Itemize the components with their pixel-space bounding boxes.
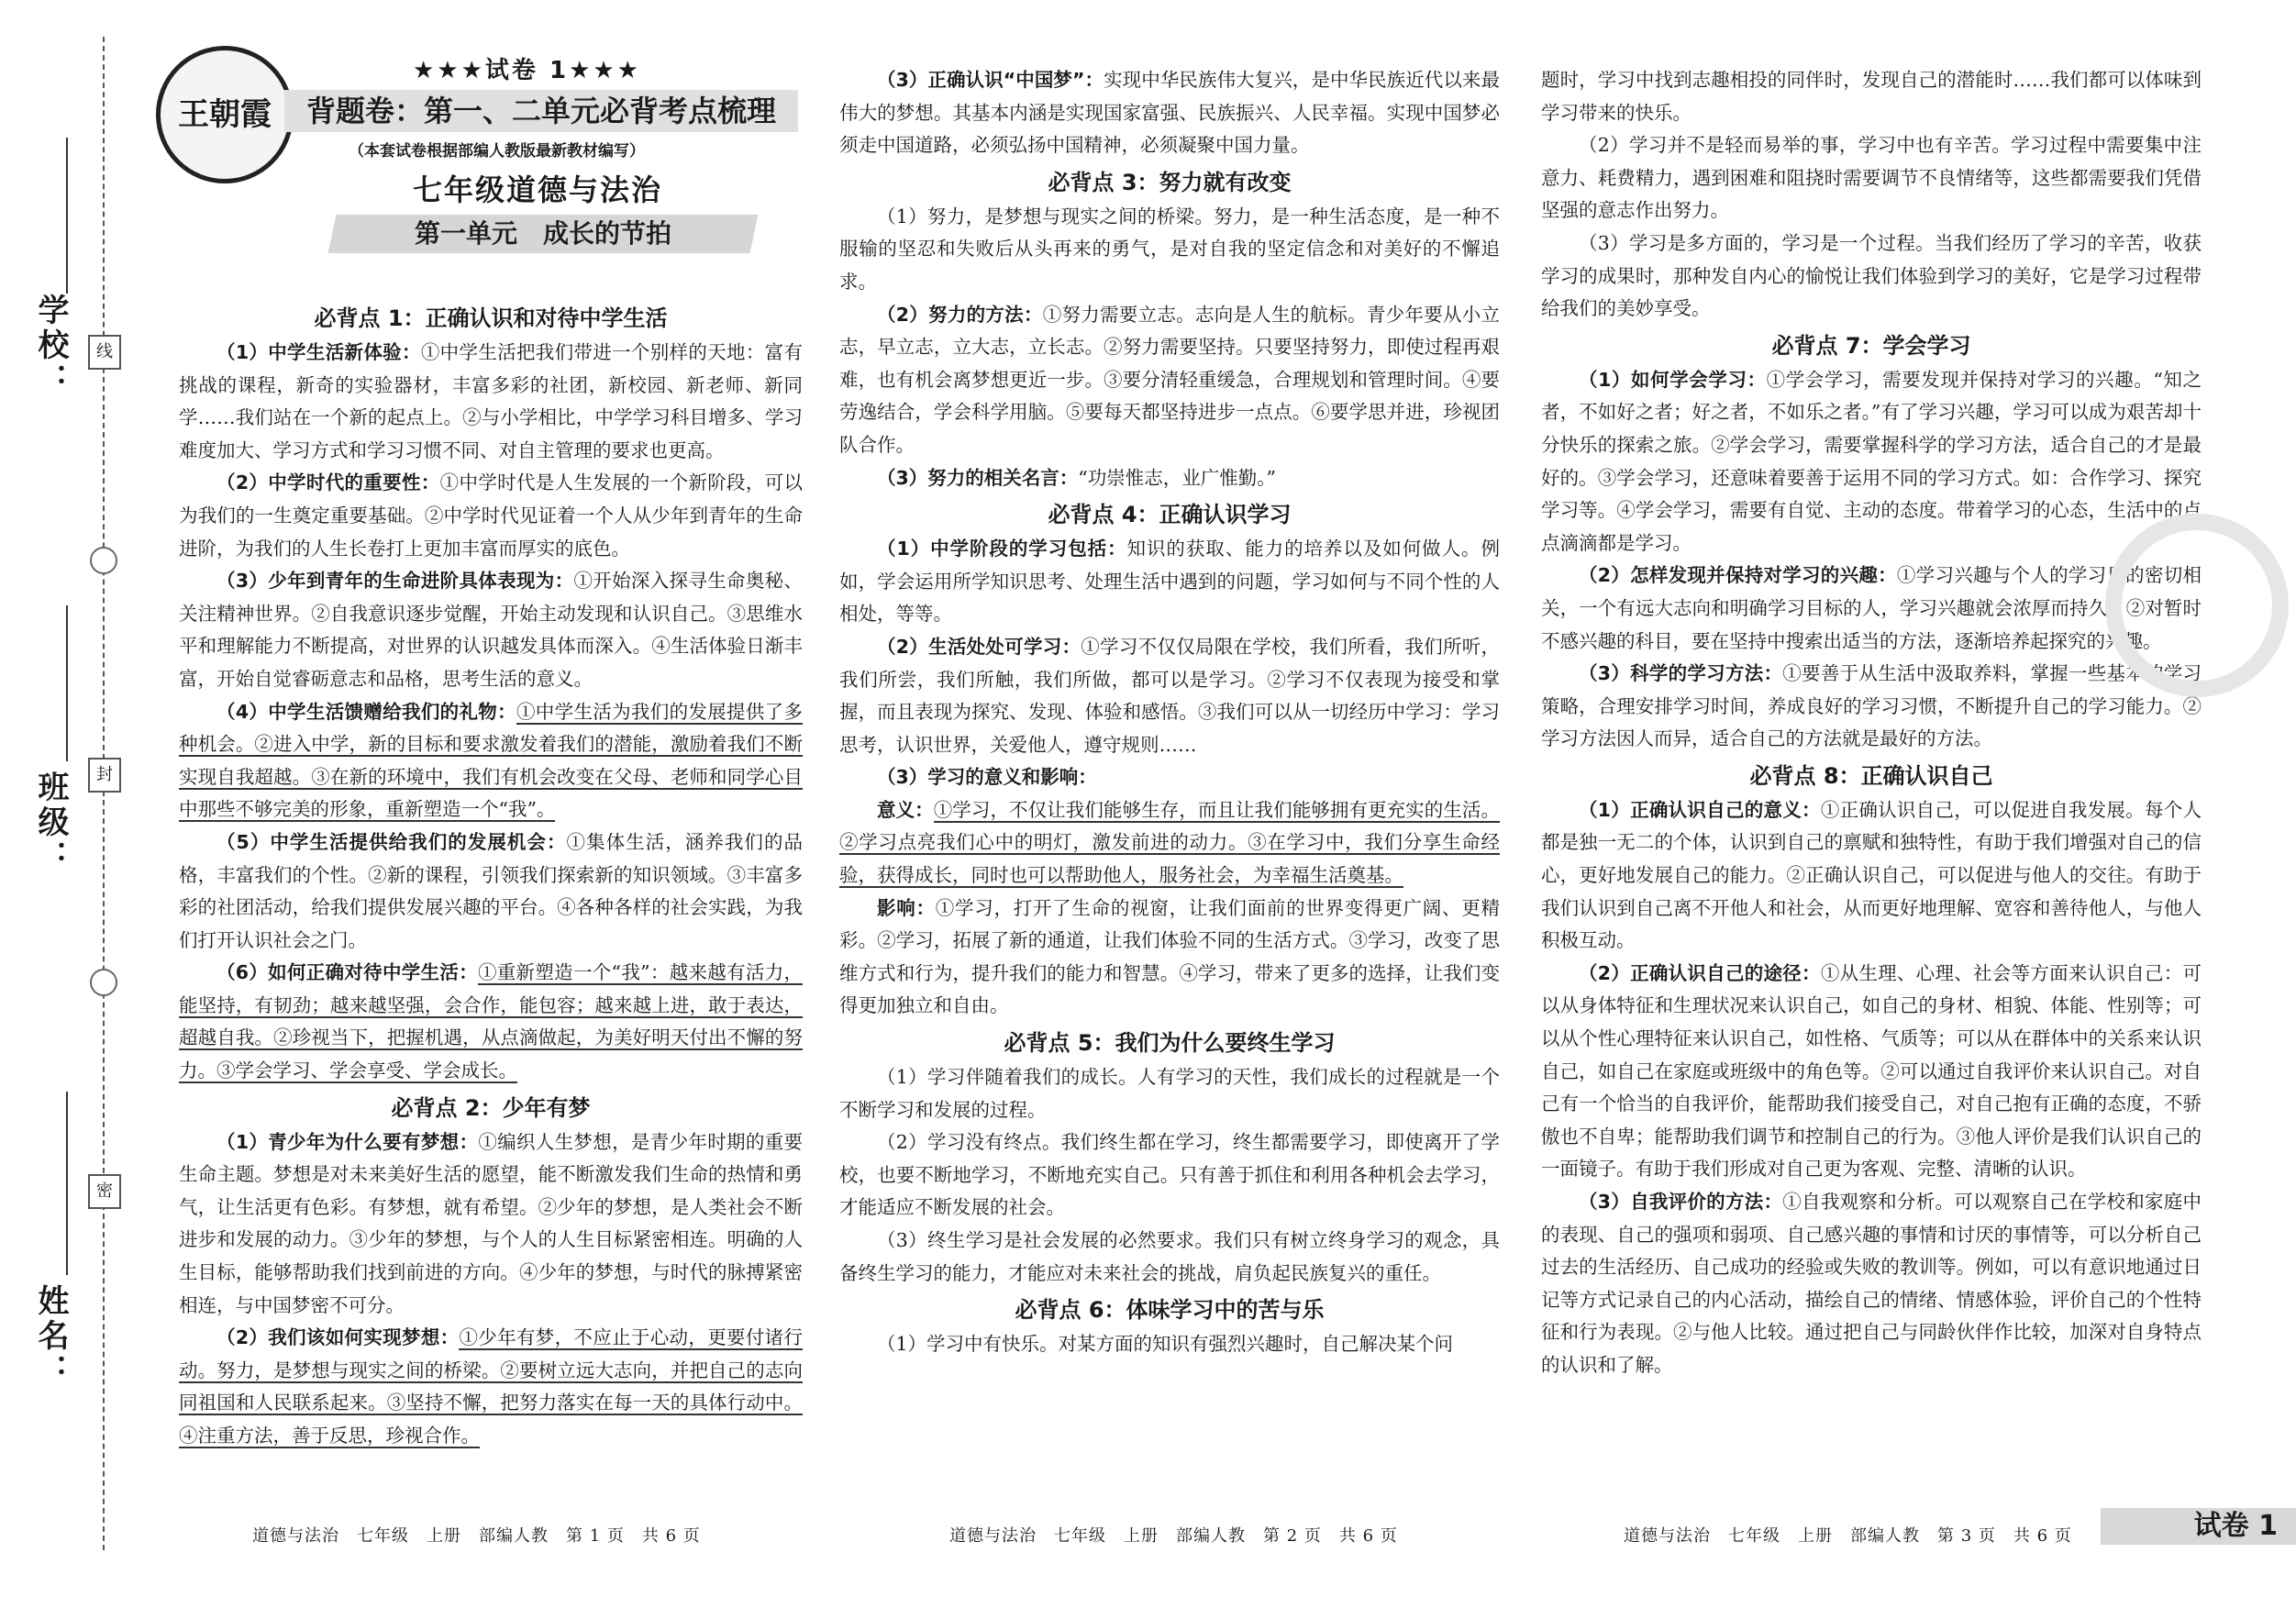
paragraph-lead: （1）中学阶段的学习包括： [877,538,1127,560]
paragraph: 题时，学习中找到志趣相投的同伴时，发现自己的潜能时……我们都可以体味到学习带来的快乐。 [1541,69,2202,124]
paragraph [839,761,1500,794]
paragraph [179,467,803,565]
paragraph-text: ①中学生活为我们的发展提供了多种机会。②进入中学，新的目标和要求激发着我们的潜能，激励着我们不断实现自我超越。③在新的环境中，我们有机会改变在父母、老师和同学心目中那些不够完美的形象，重新塑造一个“我”。 [179,700,804,821]
subject-title: 七年级道德与法治 [413,172,663,207]
paragraph [839,64,1500,162]
paragraph-text: ①学习，打开了生命的视窗，让我们面前的世界变得更广阔、更精彩。②学习，拓展了新的通道，让我们体验不同的生活方式。③学习，改变了思维方式和行为，提升我们的能力和智慧。④学习，带来了更多的选择，让我们变得更加独立和自由。 [839,896,1501,1017]
school-field[interactable] [66,138,68,294]
seal-tag-secret: 密 [88,1174,121,1209]
brand-logo [156,46,294,183]
paragraph [1541,794,2202,958]
paragraph [179,826,803,957]
paragraph-text: ①要善于从生活中汲取养料，掌握一些基本的学习策略，合理安排学习时间，养成良好的学习习惯，不断提升自己的学习能力。②学习方法因人而异，适合自己的方法就是最好的方法。 [1541,662,2202,750]
paragraph-lead: 意义： [877,798,934,821]
paragraph-lead: （2）生活处处可学习： [877,635,1081,658]
paragraph-lead: （2）怎样发现并保持对学习的兴趣： [1579,564,1897,587]
column-1 [179,298,803,1453]
name-label: 姓名： [32,1284,69,1389]
paragraph: （2）学习并不是轻而易举的事，学习中也有辛苦。学习过程中需要集中注意力、耗费精力，遇到困难和阻挠时需要调节不良情绪等，这些都需要我们凭借坚强的意志作出努力。 [1541,134,2202,222]
paragraph: （3）终生学习是社会发展的必然要求。我们只有树立终身学习的观念，具备终生学习的能力，才能应对未来社会的挑战，肩负起民族复兴的重任。 [839,1229,1500,1284]
paragraph-lead: （1）正确认识自己的意义： [1579,798,1821,821]
paragraph-lead: 影响： [877,896,936,919]
page-footer-1: 道德与法治 七年级 上册 部编人教 第 1 页 共 6 页 [252,1526,701,1546]
paragraph: （2）学习没有终点。我们终生都在学习，终生都需要学习，即使离开了学校，也要不断地学习，不断地充实自己。只有善于抓住和利用各种机会去学习，才能适应不断发展的社会。 [839,1131,1500,1219]
paragraph-text: ①学习不仅仅局限在学校，我们所看，我们所听，我们所尝，我们所触，我们所做，都可以是学习。②学习不仅表现为接受和掌握，而且表现为探究、发现、体验和感悟。③我们可以从一切经历中学习：学习思考，认识世界，关爱他人，遵守规则…… [839,635,1501,756]
paragraph-lead: （2）努力的方法： [877,303,1043,326]
paragraph [1541,958,2202,1186]
paragraph: （1）学习中有快乐。对某方面的知识有强烈兴趣时，自己解决某个问 [877,1333,1454,1356]
paragraph [179,957,803,1087]
paragraph [839,794,1500,893]
logo-text: 王朝霞 [178,96,272,133]
name-field[interactable] [66,1092,68,1275]
class-label: 班级： [32,771,69,875]
paragraph [839,533,1500,631]
page-footer-3: 道德与法治 七年级 上册 部编人教 第 3 页 共 6 页 [1624,1526,2072,1546]
paragraph [1541,1186,2202,1382]
paragraph-lead: （3）正确认识“中国梦”： [877,69,1104,91]
paragraph-lead: （3）自我评价的方法： [1579,1191,1783,1213]
edition-note: （本套试卷根据部编人教版最新教材编写） [349,142,645,161]
paragraph [839,893,1500,1023]
section-heading: 必背点 8：正确认识自己 [1749,762,1993,789]
column-3 [1541,64,2202,1382]
paragraph: （1）努力，是梦想与现实之间的桥梁。努力，是一种生活态度，是一种不服输的坚忍和失败后从头再来的勇气，是对自我的坚定信念和对美好的不懈追求。 [839,205,1500,293]
paragraph [1541,560,2202,658]
paragraph [839,631,1500,761]
paragraph-lead: （2）正确认识自己的途径： [1579,961,1821,984]
paragraph [839,299,1500,462]
paragraph [179,565,803,695]
paragraph [179,696,803,826]
section-heading: 必背点 4：正确认识学习 [1048,502,1292,528]
paragraph [1541,658,2202,756]
paragraph [839,462,1500,495]
paragraph-text: ①重新塑造一个“我”：越来越有活力，能坚持，有韧劲；越来越坚强，会合作，能包容；越来越上进，敢于表达，超越自我。②珍视当下，把握机遇，从点滴做起，为美好明天付出不懈的努力。③学会学习、学会享受、学会成长。 [179,961,803,1082]
watermark-seal-icon [2105,514,2289,697]
paragraph-text: ①学会学习，需要发现并保持对学习的兴趣。“知之者，不如好之者；好之者，不如乐之者。”有了学习兴趣，学习可以成为艰苦却十分快乐的探索之旅。②学会学习，需要掌握科学的学习方法，适合自己的才是最好的。③学会学习，还意味着要善于运用不同的学习方式。如：合作学习、探究学习等。④学会学习，需要有自觉、主动的态度。带着学习的心态，生活中的点点滴滴都是学习。 [1541,368,2202,554]
section-heading: 必背点 7：学会学习 [1771,332,1971,359]
paragraph-text: ①编织人生梦想，是青少年时期的重要生命主题。梦想是对未来美好生活的愿望，能不断激发我们生命的热情和勇气，让生活更有色彩。有梦想，就有希望。②少年的梦想，是人类社会不断进步和发展的动力。③少年的梦想，与个人的人生目标紧密相连。明确的人生目标，能够帮助我们找到前进的方向。④少年的梦想，与时代的脉搏紧密相连，与中国梦密不可分。 [179,1130,804,1316]
paragraph [1541,364,2202,560]
class-field[interactable] [66,605,68,761]
seal-tag-seal: 封 [88,758,121,793]
paragraph-text: ①中学时代是人生发展的一个新阶段，可以为我们的一生奠定重要基础。②中学时代见证着一个人从少年到青年的生命进阶，为我们的人生长卷打上更加丰富而厚实的底色。 [179,471,804,560]
paragraph-lead: （1）中学生活新体验： [216,341,421,363]
paragraph-lead: （3）科学的学习方法： [1579,662,1783,685]
paragraph-text: 实现中华民族伟大复兴，是中华民族近代以来最伟大的梦想。其基本内涵是实现国家富强、民族振兴、人民幸福。实现中国梦必须走中国道路，必须弘扬中国精神，必须凝聚中国力量。 [839,69,1500,157]
paragraph [179,1126,803,1323]
paragraph-lead: （3）学习的意义和影响： [877,766,1097,789]
paragraph-text: ①开始深入探寻生命奥秘、关注精神世界。②自我意识逐步觉醒，开始主动发现和认识自己。③思维水平和理解能力不断提高，对世界的认识越发具体而深入。④生活体验日渐丰富，开始自觉睿砺意志和品格，思考生活的意义。 [179,570,804,690]
paragraph: （1）学习伴随着我们的成长。人有学习的天性，我们成长的过程就是一个不断学习和发展的过程。 [839,1066,1500,1121]
school-label: 学校： [32,294,69,398]
paragraph-text: ①中学生活把我们带进一个别样的天地：富有挑战的课程，新奇的实验器材，丰富多彩的社团，新校园、新老师、新同学……我们站在一个新的起点上。②与小学相比，中学学习科目增多、学习难度加大、学习方式和学习习惯不同、对自主管理的要求也更高。 [179,341,804,461]
section-heading: 必背点 6：体味学习中的苦与乐 [1015,1297,1325,1324]
paragraph-text: ①集体生活，涵养我们的品格，丰富我们的个性。②新的课程，引领我们探索新的知识领域。③丰富多彩的社团活动，给我们提供发展兴趣的平台。④各种各样的社会实践，为我们打开认识社会之门。 [179,830,803,951]
paragraph-lead: （4）中学生活馈赠给我们的礼物： [216,700,516,723]
paper-badge: 试卷 1 [2101,1508,2296,1545]
page-title: 背题卷：第一、二单元必背考点梳理 [284,90,798,132]
paragraph-lead: （6）如何正确对待中学生活： [216,961,478,984]
seal-tag-line: 线 [88,335,121,370]
paper-header [138,37,798,312]
paragraph-text: 知识的获取、能力的培养以及如何做人。例如，学会运用所学知识思考、处理生活中遇到的问题，学习如何与不同个性的人相处，等等。 [839,538,1501,626]
paper-tag: ★★★试卷 1★★★ [413,57,641,84]
paragraph-lead: （2）我们该如何实现梦想： [216,1326,460,1349]
paragraph-lead: （1）如何学会学习： [1579,368,1767,391]
cut-line [103,37,105,1550]
paragraph-lead: （1）青少年为什么要有梦想： [216,1130,479,1153]
paragraph-text: ①努力需要立志。志向是人生的航标。青少年要从小立志，早立志，立大志，立长志。②努力需要坚持。只要坚持努力，即使过程再艰难，也有机会离梦想更近一步。③要分清轻重缓急，合理规划和管理时间。④要劳逸结合，学会科学用脑。⑤要每天都坚持进步一点点。⑥要学思并进，珍视团队合作。 [839,303,1501,456]
binding-margin [0,0,128,1597]
paragraph-text: “功崇惟志，业广惟勤。” [1078,466,1276,489]
paragraph-text: ①少年有梦，不应止于心动，更要付诸行动。努力，是梦想与现实之间的桥梁。②要树立远大志向，并把自己的志向同祖国和人民联系起来。③坚持不懈，把努力落实在每一天的具体行动中。④注重方法，善于反思，珍视合作。 [179,1326,803,1447]
paragraph-lead: （5）中学生活提供给我们的发展机会： [216,830,567,853]
paragraph [179,337,803,467]
section-heading: 必背点 1：正确认识和对待中学生活 [314,305,668,331]
binding-hole-icon [90,547,117,574]
paragraph: （3）学习是多方面的，学习是一个过程。当我们经历了学习的辛苦，收获学习的成果时，那种发自内心的愉悦让我们体验到学习的美好，它是学习过程带给我们的美妙享受。 [1541,231,2202,320]
paragraph-text: ①正确认识自己，可以促进自我发展。每个人都是独一无二的个体，认识到自己的禀赋和独特性，有助于我们增强对自己的信心，更好地发展自己的能力。②正确认识自己，可以促进与他人的交往。有助于我们认识到自己离不开他人和社会，从而更好地理解、宽容和善待他人，与他人积极互动。 [1541,798,2202,952]
column-2 [839,64,1500,1361]
paragraph-lead: （2）中学时代的重要性： [216,471,440,494]
paragraph-text: ①从生理、心理、社会等方面来认识自己：可以从身体特征和生理状况来认识自己，如自己的身材、相貌、体能、性别等；可以从个性心理特征来认识自己，如性格、气质等；可以从在群体中的关系来认识自己，如自己在家庭或班级中的角色等。②可以通过自我评价来认识自己。对自己有一个恰当的自我评价，能帮助我们接受自己，对自己抱有正确的态度，不骄傲也不自卑；能帮助我们调节和控制自己的行为。③他人评价是我们认识自己的一面镜子。有助于我们形成对自己更为客观、完整、清晰的认识。 [1541,961,2202,1181]
paragraph [179,1322,803,1452]
paragraph-text: ①自我观察和分析。可以观察自己在学校和家庭中的表现、自己的强项和弱项、自己感兴趣的事情和讨厌的事情等，可以分析自己过去的生活经历、自己成功的经验或失败的教训等。例如，可以有意识地通过日记等方式记录自己的内心活动，描绘自己的情绪、情感体验，评价自己的个性特征和行为表现。②与他人比较。通过把自己与同龄伙伴作比较，加深对自身特点的认识和了解。 [1541,1191,2202,1376]
unit-title: 第一单元 成长的节拍 [414,218,671,249]
paragraph-lead: （3）少年到青年的生命进阶具体表现为： [216,570,574,593]
binding-hole-icon [90,969,117,996]
paragraph-text: ①学习，不仅让我们能够生存，而且让我们能够拥有更充实的生活。②学习点亮我们心中的明灯，激发前进的动力。③在学习中，我们分享生命经验，获得成长，同时也可以帮助他人，服务社会，为幸福生活奠基。 [839,798,1500,887]
section-heading: 必背点 2：少年有梦 [391,1094,591,1121]
section-heading: 必背点 3：努力就有改变 [1048,169,1292,195]
section-heading: 必背点 5：我们为什么要终生学习 [1004,1030,1336,1057]
paragraph-text: ①学习兴趣与个人的学习目的密切相关，一个有远大志向和明确学习目标的人，学习兴趣就会浓厚而持久。②对暂时不感兴趣的科目，要在坚持中搜索出适当的方法，逐渐培养起探究的兴趣。 [1541,564,2202,652]
unit-banner [328,215,759,253]
paragraph-lead: （3）努力的相关名言： [877,466,1079,489]
page-footer-2: 道德与法治 七年级 上册 部编人教 第 2 页 共 6 页 [949,1526,1398,1546]
